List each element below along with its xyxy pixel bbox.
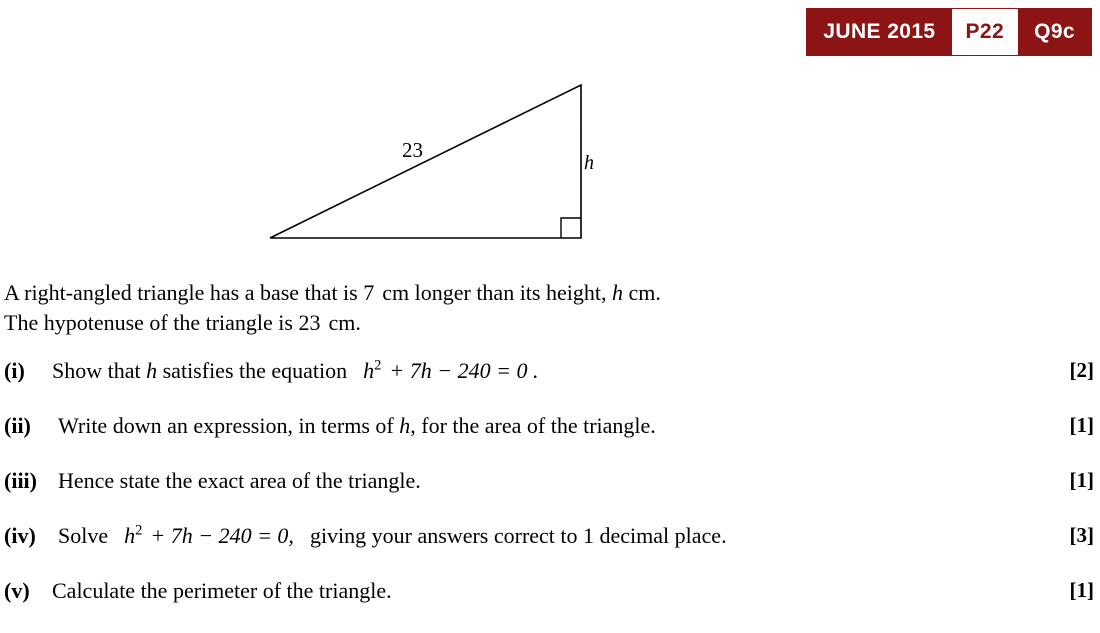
part-v-text — [52, 578, 392, 604]
part-ii-text — [58, 413, 656, 439]
part-iii — [0, 468, 1100, 523]
intro-line2-part-a: The hypotenuse of the triangle is 23 — [4, 309, 321, 335]
triangle-svg — [240, 70, 640, 260]
part-i-marks: [2] — [1069, 358, 1094, 382]
part-i-number: (i) — [4, 358, 25, 383]
part-ii-text-b: , for the area of the triangle. — [410, 413, 656, 438]
question-parts — [0, 358, 1100, 633]
part-iv-text-a: Solve — [58, 523, 109, 548]
intro-line-2 — [4, 308, 661, 338]
part-ii-marks: [1] — [1069, 413, 1094, 437]
part-v — [0, 578, 1100, 633]
triangle-diagram — [240, 70, 640, 260]
intro-line-1 — [4, 278, 661, 308]
part-i-eq-var: h — [363, 358, 375, 383]
part-ii-var: h — [399, 413, 411, 438]
part-iii-text-a: Hence state the exact area of the triangle. — [58, 468, 421, 493]
right-angle-marker — [561, 218, 581, 238]
part-iii-marks: [1] — [1069, 468, 1094, 492]
triangle-outline — [270, 85, 581, 238]
intro-line1-part-b: cm longer than its height, — [382, 280, 612, 305]
part-v-text-a: Calculate the perimeter of the triangle. — [52, 578, 392, 603]
badge-session: JUNE 2015 — [823, 20, 936, 43]
part-iv — [0, 523, 1100, 578]
part-i — [0, 358, 1100, 413]
part-iv-eq-rest: + 7h − 240 = 0, — [150, 523, 294, 548]
intro-line2-part-b: cm. — [328, 309, 361, 335]
height-label: h — [584, 152, 594, 174]
part-iv-text-b: giving your answers correct to 1 decimal place. — [309, 523, 727, 548]
part-ii — [0, 413, 1100, 468]
part-i-text-b: satisfies the equation — [157, 358, 348, 383]
intro-variable-h: h — [611, 280, 623, 305]
part-iv-text — [58, 523, 727, 549]
intro-line1-part-a: A right-angled triangle has a base that is 7 — [4, 280, 375, 305]
badge-question: Q9c — [1034, 20, 1075, 43]
part-i-eq-exponent: 2 — [374, 357, 382, 374]
question-intro — [4, 278, 661, 337]
hypotenuse-label: 23 — [402, 138, 423, 162]
badge-paper: P22 — [952, 9, 1019, 55]
part-i-eq-rest: + 7h − 240 = 0 . — [389, 358, 539, 383]
part-ii-number: (ii) — [4, 413, 31, 438]
part-iv-eq-var: h — [124, 523, 136, 548]
part-v-number: (v) — [4, 578, 30, 603]
part-ii-text-a: Write down an expression, in terms of — [58, 413, 400, 438]
part-i-text-a: Show that — [52, 358, 147, 383]
intro-line1-part-d: cm. — [622, 280, 661, 305]
part-i-text — [52, 358, 538, 384]
part-iv-number: (iv) — [4, 523, 36, 548]
part-iii-number: (iii) — [4, 468, 37, 493]
exam-header-badge — [806, 8, 1092, 56]
part-v-marks: [1] — [1069, 578, 1094, 602]
part-i-var: h — [146, 358, 158, 383]
part-iv-marks: [3] — [1069, 523, 1094, 547]
part-iii-text — [58, 468, 421, 494]
part-iv-eq-exponent: 2 — [135, 522, 143, 539]
